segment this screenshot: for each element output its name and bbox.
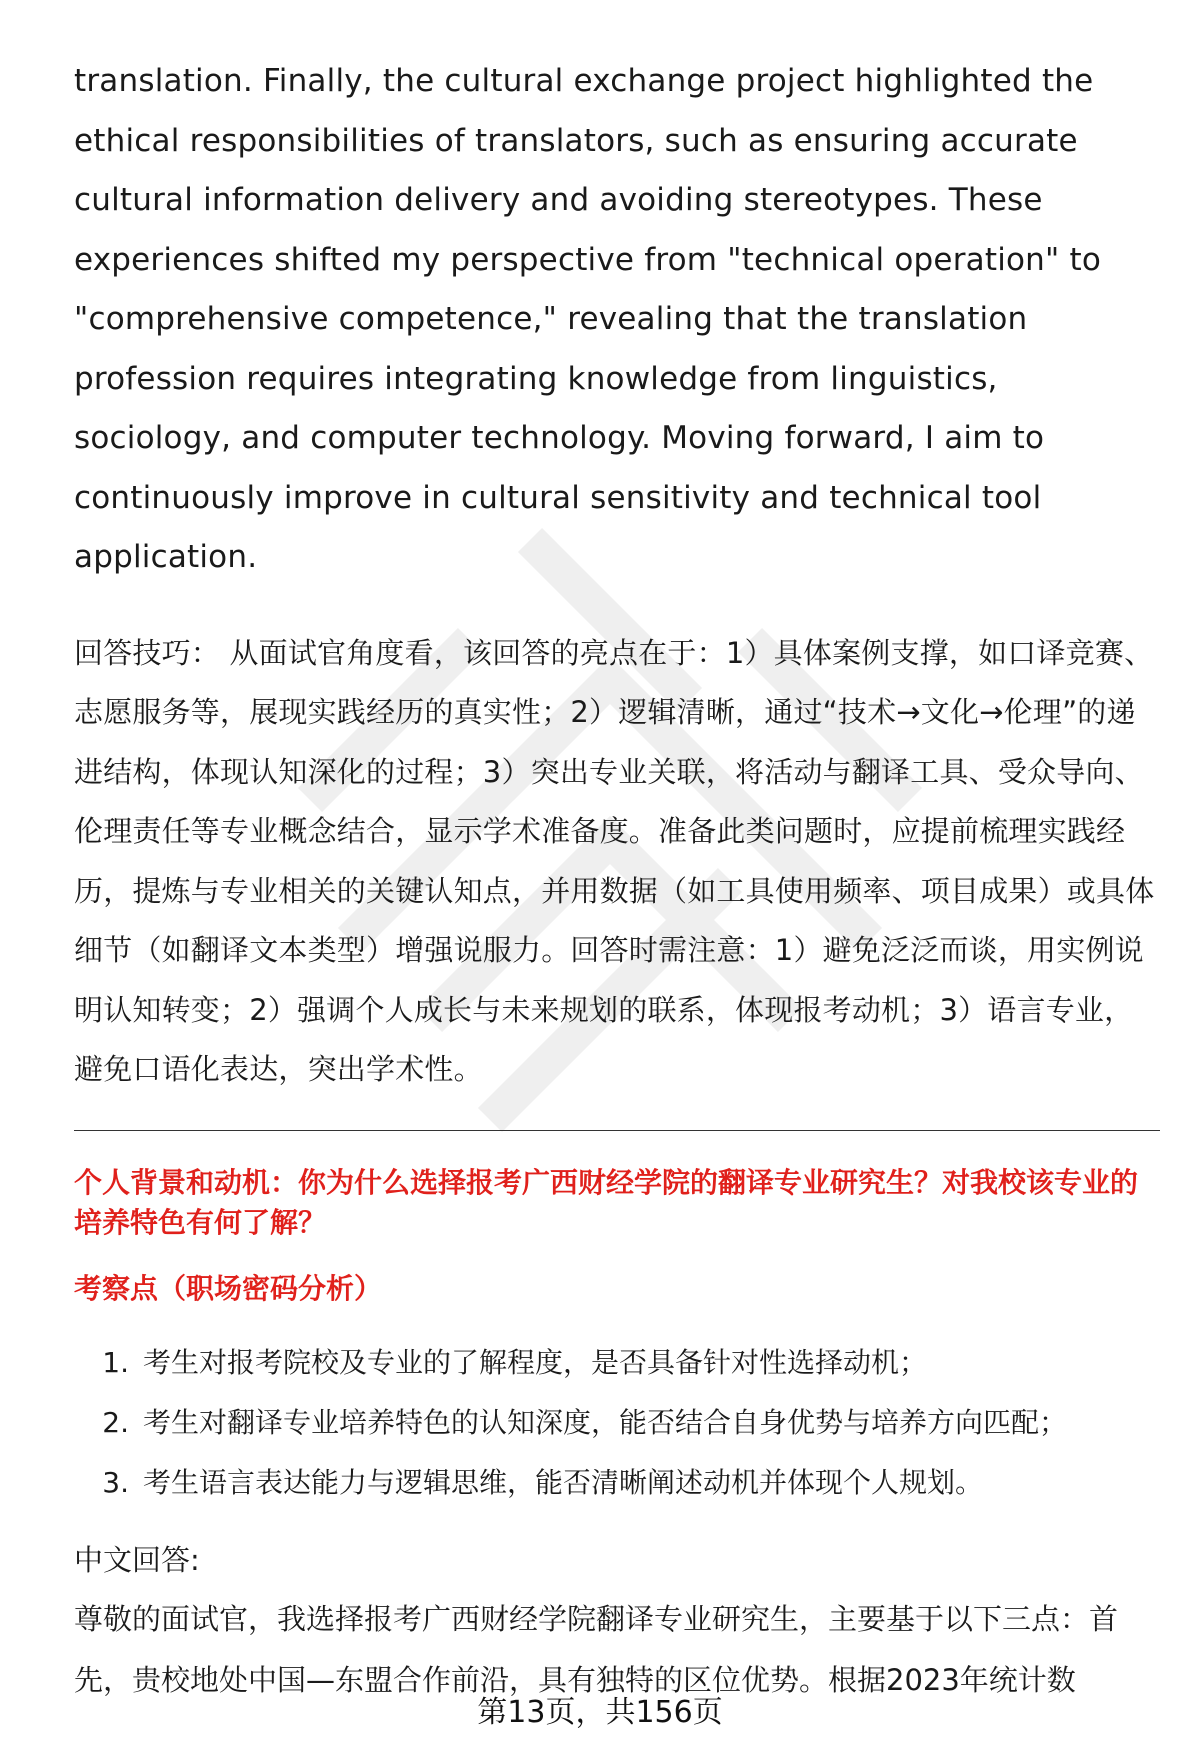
list-item-number: 1.: [102, 1345, 129, 1379]
list-item-text: 考生对翻译专业培养特色的认知深度，能否结合自身优势与培养方向匹配；: [143, 1405, 1068, 1439]
document-page: [74, 52, 1160, 1711]
list-item-text: 考生对报考院校及专业的了解程度，是否具备针对性选择动机；: [143, 1345, 928, 1379]
list-item: [74, 1333, 1160, 1393]
section-divider: [74, 1130, 1160, 1131]
chinese-answer-label: 中文回答:: [74, 1542, 200, 1577]
english-paragraph: translation. Finally, the cultural exchange project highlighted the ethical responsibilities of translators, such as ensuring accurate cultural information delivery and avoiding stereotypes. These experiences shifted my perspective from "technical operation" to "comprehensive competence," revealing that the translation profession requires integrating knowledge from linguistics, sociology, and computer technology. Moving forward, I aim to continuously improve in cultural sensitivity and technical tool application.: [74, 63, 1102, 575]
list-item-number: 3.: [102, 1465, 129, 1499]
list-item-text: 考生语言表达能力与逻辑思维，能否清晰阐述动机并体现个人规划。: [143, 1465, 984, 1499]
answer-tips-paragraph: 回答技巧： 从面试官角度看，该回答的亮点在于：1）具体案例支撑，如口译竞赛、志愿服务等，展现实践经历的真实性；2）逻辑清晰，通过“技术→文化→伦理”的递进结构，体现认知深化的过程；3）突出专业关联，将活动与翻译工具、受众导向、伦理责任等专业概念结合，显示学术准备度。准备此类问题时，应提前梳理实践经历，提炼与专业相关的关键认知点，并用数据（如工具使用频率、项目成果）或具体细节（如翻译文本类型）增强说服力。回答时需注意：1）避免泛泛而谈，用实例说明认知转变；2）强调个人成长与未来规划的联系，体现报考动机；3）语言专业，避免口语化表达，突出学术性。: [74, 635, 1155, 1086]
list-item-number: 2.: [102, 1405, 129, 1439]
assessment-heading: 考察点（职场密码分析）: [74, 1271, 383, 1305]
chinese-answer-text: 尊敬的面试官，我选择报考广西财经学院翻译专业研究生，主要基于以下三点：首先，贵校地处中国—东盟合作前沿，具有独特的区位优势。根据2023年统计数: [74, 1601, 1119, 1697]
list-item: [74, 1393, 1160, 1453]
assessment-points-list: [74, 1333, 1160, 1513]
question-heading: 个人背景和动机：你为什么选择报考广西财经学院的翻译专业研究生？对我校该专业的培养特色有何了解？: [74, 1165, 1139, 1239]
page-footer: 第13页，共156页: [477, 1695, 723, 1730]
list-item: [74, 1453, 1160, 1513]
